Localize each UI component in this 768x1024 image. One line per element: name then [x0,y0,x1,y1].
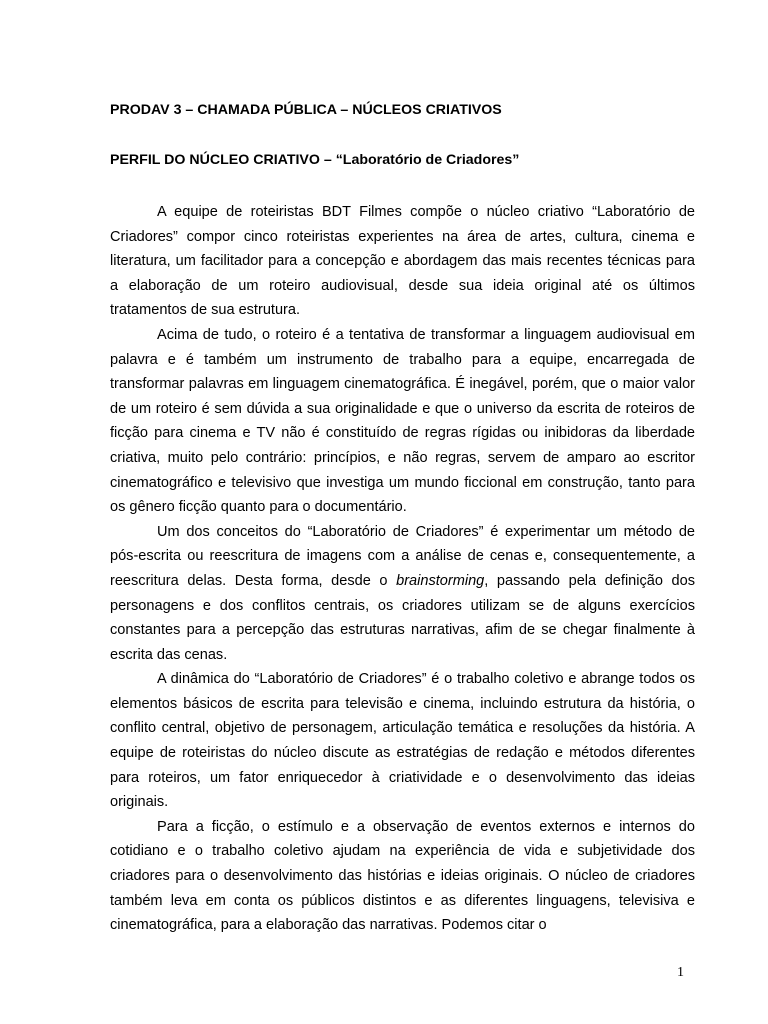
paragraph-3-text-after: , passando pela definição dos personagens e dos conflitos centrais, os criadores utilizam se de alguns exercícios constantes para a percepção das estruturas narrativas, afim de se chegar finalmente à escrita das cenas. [110,572,696,663]
document-title: PRODAV 3 – CHAMADA PÚBLICA – NÚCLEOS CRIATIVOS [110,102,502,118]
paragraph-3-text-before: Um dos conceitos do “Laboratório de Criadores” é experimentar um método de pós-escrita ou reescritura de imagens com a análise de cenas e, consequentemente, a reescritura delas. Desta forma, desde o [110,523,695,589]
paragraph-5: Para a ficção, o estímulo e a observação de eventos externos e internos do cotidiano e o trabalho coletivo ajudam na experiência de vida e subjetividade dos criadores para o desenvolvimento das histórias e ideias originais. O núcleo de criadores também leva em conta os públicos distintos e as diferentes linguagens, televisiva e cinematográfica, para a elaboração das narrativas. Podemos citar o [110,818,695,934]
document-body [110,100,695,938]
section-title: PERFIL DO NÚCLEO CRIATIVO – “Laboratório de Criadores” [110,152,520,168]
paragraph-4: A dinâmica do “Laboratório de Criadores” é o trabalho coletivo e abrange todos os elementos básicos de escrita para televisão e cinema, incluindo estrutura da história, o conflito central, objetivo de personagem, articulação temática e resoluções da história. A equipe de roteiristas do núcleo discute as estratégias de redação e métodos diferentes para roteiros, um fator enriquecedor à criatividade e o desenvolvimento das ideias originais. [110,671,695,811]
page-number: 1 [677,965,684,980]
paragraph-3-emphasis: brainstorming [396,572,485,589]
paragraph-3 [110,520,695,668]
paragraph-2: Acima de tudo, o roteiro é a tentativa de transformar a linguagem audiovisual em palavra e é também um instrumento de trabalho para a equipe, encarregada de transformar palavras em linguagem cinematográfica. É inegável, porém, que o maior valor de um roteiro é sem dúvida a sua originalidade e que o universo da escrita de roteiros de ficção para cinema e TV não é constituído de regras rígidas ou inibidoras da liberdade criativa, muito pelo contrário: princípios, e não regras, servem de amparo ao escritor cinematográfico e televisivo que investiga um mundo ficcional em construção, tanto para os gênero ficção quanto para o documentário. [110,326,695,516]
paragraph-1: A equipe de roteiristas BDT Filmes compõe o núcleo criativo “Laboratório de Criadores” compor cinco roteiristas experientes na área de artes, cultura, cinema e literatura, um facilitador para a concepção e abordagem das mais recentes técnicas para a elaboração de um roteiro audiovisual, desde sua ideia original até os últimos tratamentos de sua estrutura. [110,204,695,319]
